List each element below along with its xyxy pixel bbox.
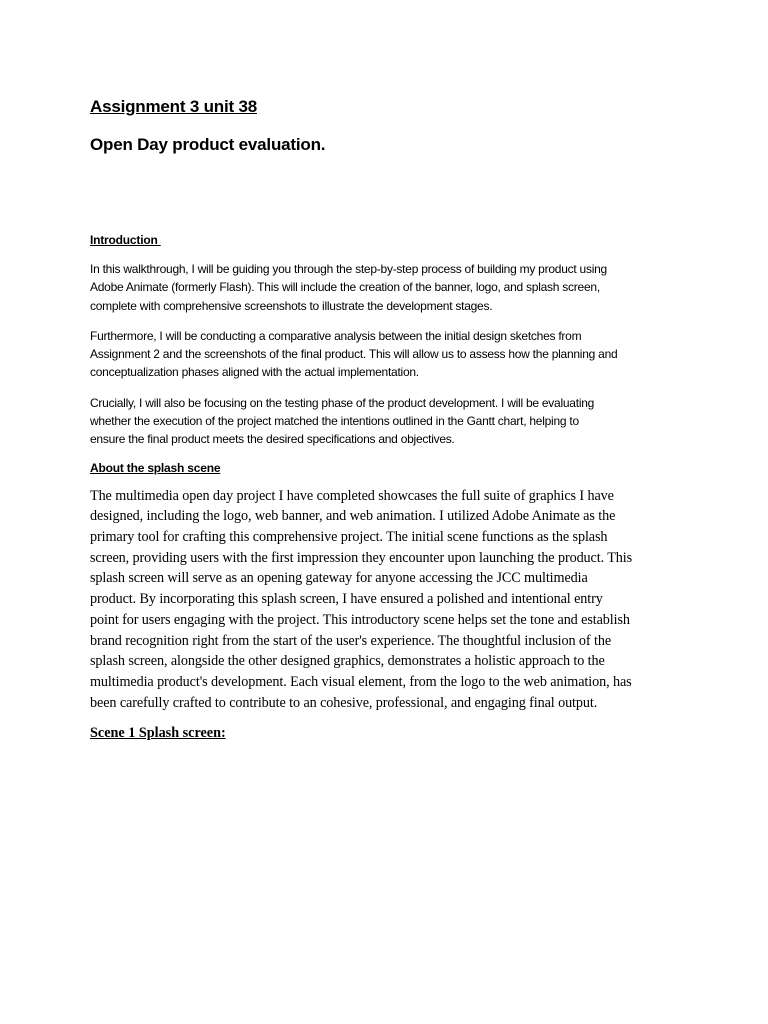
document-subtitle: Open Day product evaluation. (90, 135, 326, 154)
scene-1-heading: Scene 1 Splash screen: (90, 725, 226, 742)
document-page (90, 94, 690, 743)
introduction-heading: Introduction (90, 233, 161, 247)
splash-scene-section (90, 460, 690, 714)
document-title: Assignment 3 unit 38 (90, 97, 257, 116)
introduction-paragraph-1: In this walkthrough, I will be guiding you through the step-by-step process of building my product using Adobe Animate (formerly Flash). This will include the creation of the banner, logo, and splash screen, complete with comprehensive screenshots to illustrate the development stages. (90, 262, 607, 313)
splash-scene-paragraph: The multimedia open day project I have completed showcases the full suite of graphics I have designed, including the logo, web banner, and web animation. I utilized Adobe Animate as the primary tool for crafting this comprehensive project. The initial scene functions as the splash screen, providing users with the first impression they encounter upon launching the product. This splash screen will serve as an opening gateway for anyone accessing the JCC multimedia product. By incorporating this splash screen, I have ensured a polished and intentional entry point for users engaging with the project. This introductory scene helps set the tone and establish brand recognition right from the start of the user's experience. The thoughtful inclusion of the splash screen, alongside the other designed graphics, demonstrates a holistic approach to the multimedia product's development. Each visual element, from the logo to the web animation, has been carefully crafted to contribute to an cohesive, professional, and engaging final output. (90, 487, 633, 711)
splash-scene-heading: About the splash scene (90, 460, 221, 475)
introduction-paragraph-2: Furthermore, I will be conducting a comparative analysis between the initial design sketches from Assignment 2 and the screenshots of the final product. This will allow us to assess how the planning and conceptualization phases aligned with the actual implementation. (90, 328, 618, 380)
introduction-section (90, 232, 690, 449)
introduction-paragraph-3: Crucially, I will also be focusing on the testing phase of the product development. I will be evaluating whether the execution of the project matched the intentions outlined in the Gantt chart, helping to ensure the final product meets the desired specifications and objectives. (90, 395, 595, 447)
